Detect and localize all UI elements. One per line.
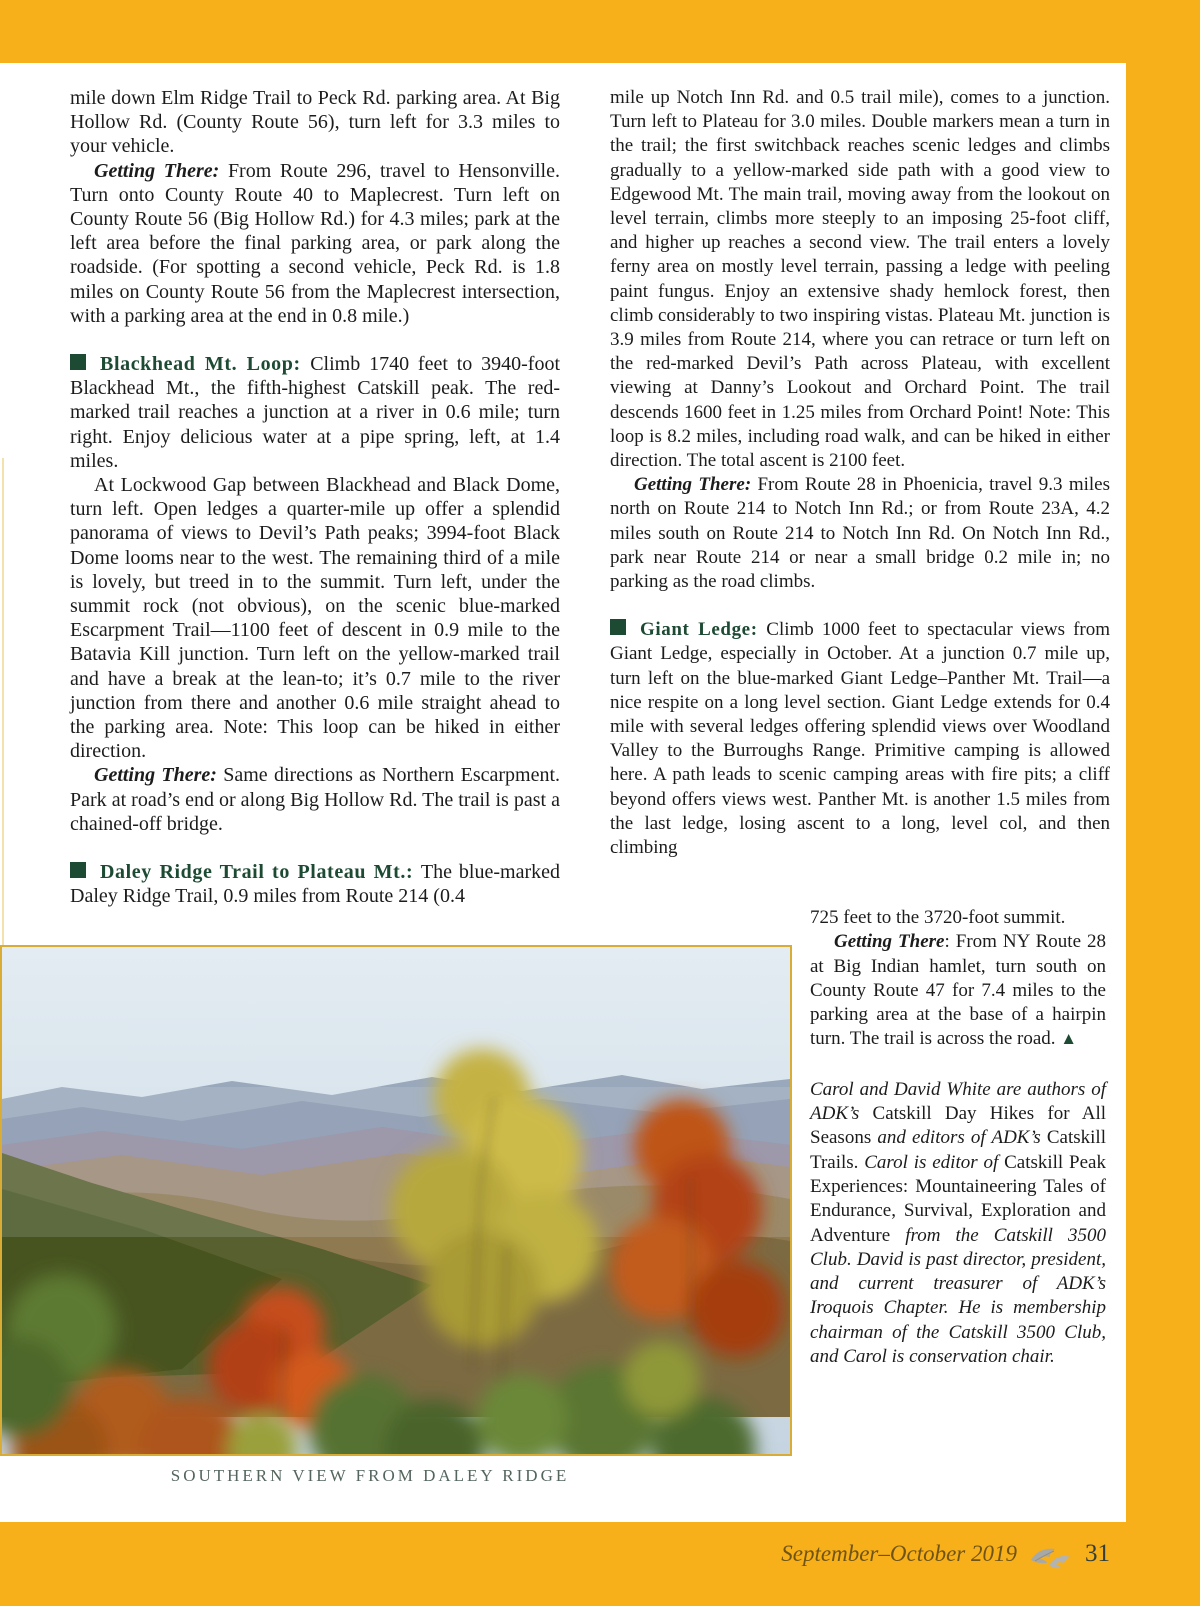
body-text: From Route 28 in Phoenicia, travel 9.3 miles north on Route 214 to Notch Inn Rd.; or from Route 23A, 4.2 miles south on Route 214 to Notch Inn Rd. On Notch Inn Rd., park near Route 214 or near a small bridge 0.2 mile in; no parking as the road climbs. (610, 474, 1110, 593)
section-square-icon (70, 862, 86, 878)
paragraph (810, 930, 1106, 1051)
oak-leaves-icon (1029, 1543, 1073, 1574)
section-square-icon (610, 619, 626, 635)
italic-text: and editors of ADK’s (877, 1127, 1047, 1149)
getting-there-label: Getting There: (94, 764, 224, 787)
section-heading: Giant Ledge: (640, 619, 767, 641)
footer-page-number: 31 (1085, 1540, 1110, 1567)
left-edge-line (2, 458, 4, 945)
top-gold-bar (0, 0, 1200, 63)
body-text: mile down Elm Ridge Trail to Peck Rd. parking area. At Big Hollow Rd. (County Route 56), turn left for 3.3 miles to your vehicle. (70, 87, 560, 158)
section-heading: Blackhead Mt. Loop: (100, 353, 311, 376)
paragraph (70, 352, 560, 473)
section-square-icon (70, 354, 86, 370)
photo-image (2, 947, 790, 1454)
body-text: Climb 1740 feet to 3940-foot Blackhead Mt., the fifth-highest Catskill peak. The red-marked trail reaches a junction at a river in 0.6 mile; turn right. Enjoy delicious water at a pipe spring, left, at 1.4 miles. (70, 353, 560, 472)
right-text-column-upper (610, 86, 1110, 860)
footer-issue-date: September–October 2019 (781, 1541, 1017, 1566)
left-text-column (70, 86, 560, 909)
body-text: Same directions as Northern Escarpment. Park at road’s end or along Big Hollow Rd. The trail is past a chained-off bridge. (70, 764, 560, 835)
body-text: 725 feet to the 3720-foot summit. (810, 907, 1066, 928)
body-text: Catskill Peak Experiences: Mountaineering Tales of Endurance, Survival, Exploration and Adventure (810, 1151, 1106, 1246)
italic-text: from the Catskill 3500 Club. David is past director, president, and current treasurer of ADK’s Iroquois Chapter. He is membership chairman of the Catskill 3500 Club, and Carol is conservation chair. (810, 1224, 1106, 1368)
paragraph (70, 763, 560, 836)
paragraph (70, 86, 560, 159)
body-text: Catskill Trails. (810, 1127, 1106, 1173)
body-text: The blue-marked Daley Ridge Trail, 0.9 miles from Route 214 (0.4 (70, 861, 560, 908)
photo-caption: SOUTHERN VIEW FROM DALEY RIDGE (170, 1466, 570, 1485)
article-end-triangle-icon: ▲ (1060, 1029, 1078, 1049)
page-footer (781, 1540, 1110, 1571)
body-text: Climb 1000 feet to spectacular views from Giant Ledge, especially in October. At a junction 0.7 mile up, turn left on the blue-marked Giant Ledge–Panther Mt. Trail—a nice respite on a long level section. Giant Ledge extends for 0.4 mile with several ledges offering splendid views over Woodland Valley to the Burroughs Range. Primitive camping is allowed here. A path leads to scenic camping areas with fire pits; a cliff beyond offers views west. Panther Mt. is another 1.5 miles from the last ledge, losing ascent to a long, level col, and then climbing (610, 619, 1111, 859)
paragraph (70, 473, 560, 763)
paragraph (610, 473, 1110, 594)
getting-there-label: Getting There: (94, 159, 228, 182)
body-text: mile up Notch Inn Rd. and 0.5 trail mile), comes to a junction. Turn left to Plateau for 3.0 miles. Double markers mean a turn in the trail; the first switchback reaches scenic ledges and climbs gradually to a yellow-marked side path with a good view to Edgewood Mt. The main trail, moving away from the lookout on level terrain, climbs more steeply to an imposing 25-foot cliff, and higher up reaches a second view. The trail enters a lovely ferny area on mostly level terrain, passing a ledge with peeling paint fungus. Enjoy an extensive shady hemlock forest, then climb considerably to two inspiring vistas. Plateau Mt. junction is 3.9 miles from Route 214, where you can retrace or turn left on the red-marked Devil’s Path across Plateau, with excellent viewing at Danny’s Lookout and Orchard Point. The trail descends 1600 feet in 1.25 miles from Orchard Point! Note: This loop is 8.2 miles, including road walk, and can be hiked in either direction. The total ascent is 2100 feet. (610, 87, 1110, 472)
getting-there-label: Getting There: (634, 474, 758, 496)
getting-there-label: Getting There (834, 931, 945, 953)
paragraph (70, 159, 560, 328)
body-text: At Lockwood Gap between Blackhead and Black Dome, turn left. Open ledges a quarter-mile up offer a splendid panorama of views to Devil’s Path peaks; 3994-foot Black Dome looms near to the west. The remaining third of a mile is lovely, but treed in to the summit. Turn left, under the summit rock (not obvious), on the scenic blue-marked Escarpment Trail—1100 feet of descent in 0.9 mile to the Batavia Kill junction. Turn left on the yellow-marked trail and have a break at the lean-to; it’s 0.7 mile to the river junction from there and another 0.6 mile straight ahead to the parking area. Note: This loop can be hiked in either direction. (70, 474, 560, 763)
paragraph (70, 860, 560, 908)
right-text-column-beside-photo (810, 906, 1106, 1369)
paragraph (610, 618, 1110, 860)
italic-text: Carol is editor of (864, 1151, 1005, 1173)
body-text: Catskill Day Hikes for All Seasons (810, 1103, 1107, 1149)
italic-text: Carol and David White are authors of ADK’s (810, 1078, 1106, 1125)
section-heading: Daley Ridge Trail to Plateau Mt.: (100, 861, 421, 884)
body-text: From Route 296, travel to Hensonville. Turn onto County Route 40 to Maplecrest. Turn left on County Route 56 (Big Hollow Rd.) for 4.3 miles; park at the left area before the final parking area, or park along the roadside. (For spotting a second vehicle, Peck Rd. is 1.8 miles on County Route 56 from the Maplecrest intersection, with a parking area at the end in 0.8 mile.) (70, 159, 560, 327)
body-text: : From NY Route 28 at Big Indian hamlet, turn south on County Route 47 for 7.4 miles to the parking area at the base of a hairpin turn. The trail is across the road. (810, 931, 1106, 1050)
paragraph (810, 906, 1106, 930)
right-gold-bar (1126, 0, 1200, 1606)
paragraph (810, 1078, 1106, 1370)
paragraph (610, 86, 1110, 473)
photo-southern-view-daley-ridge (0, 945, 792, 1456)
